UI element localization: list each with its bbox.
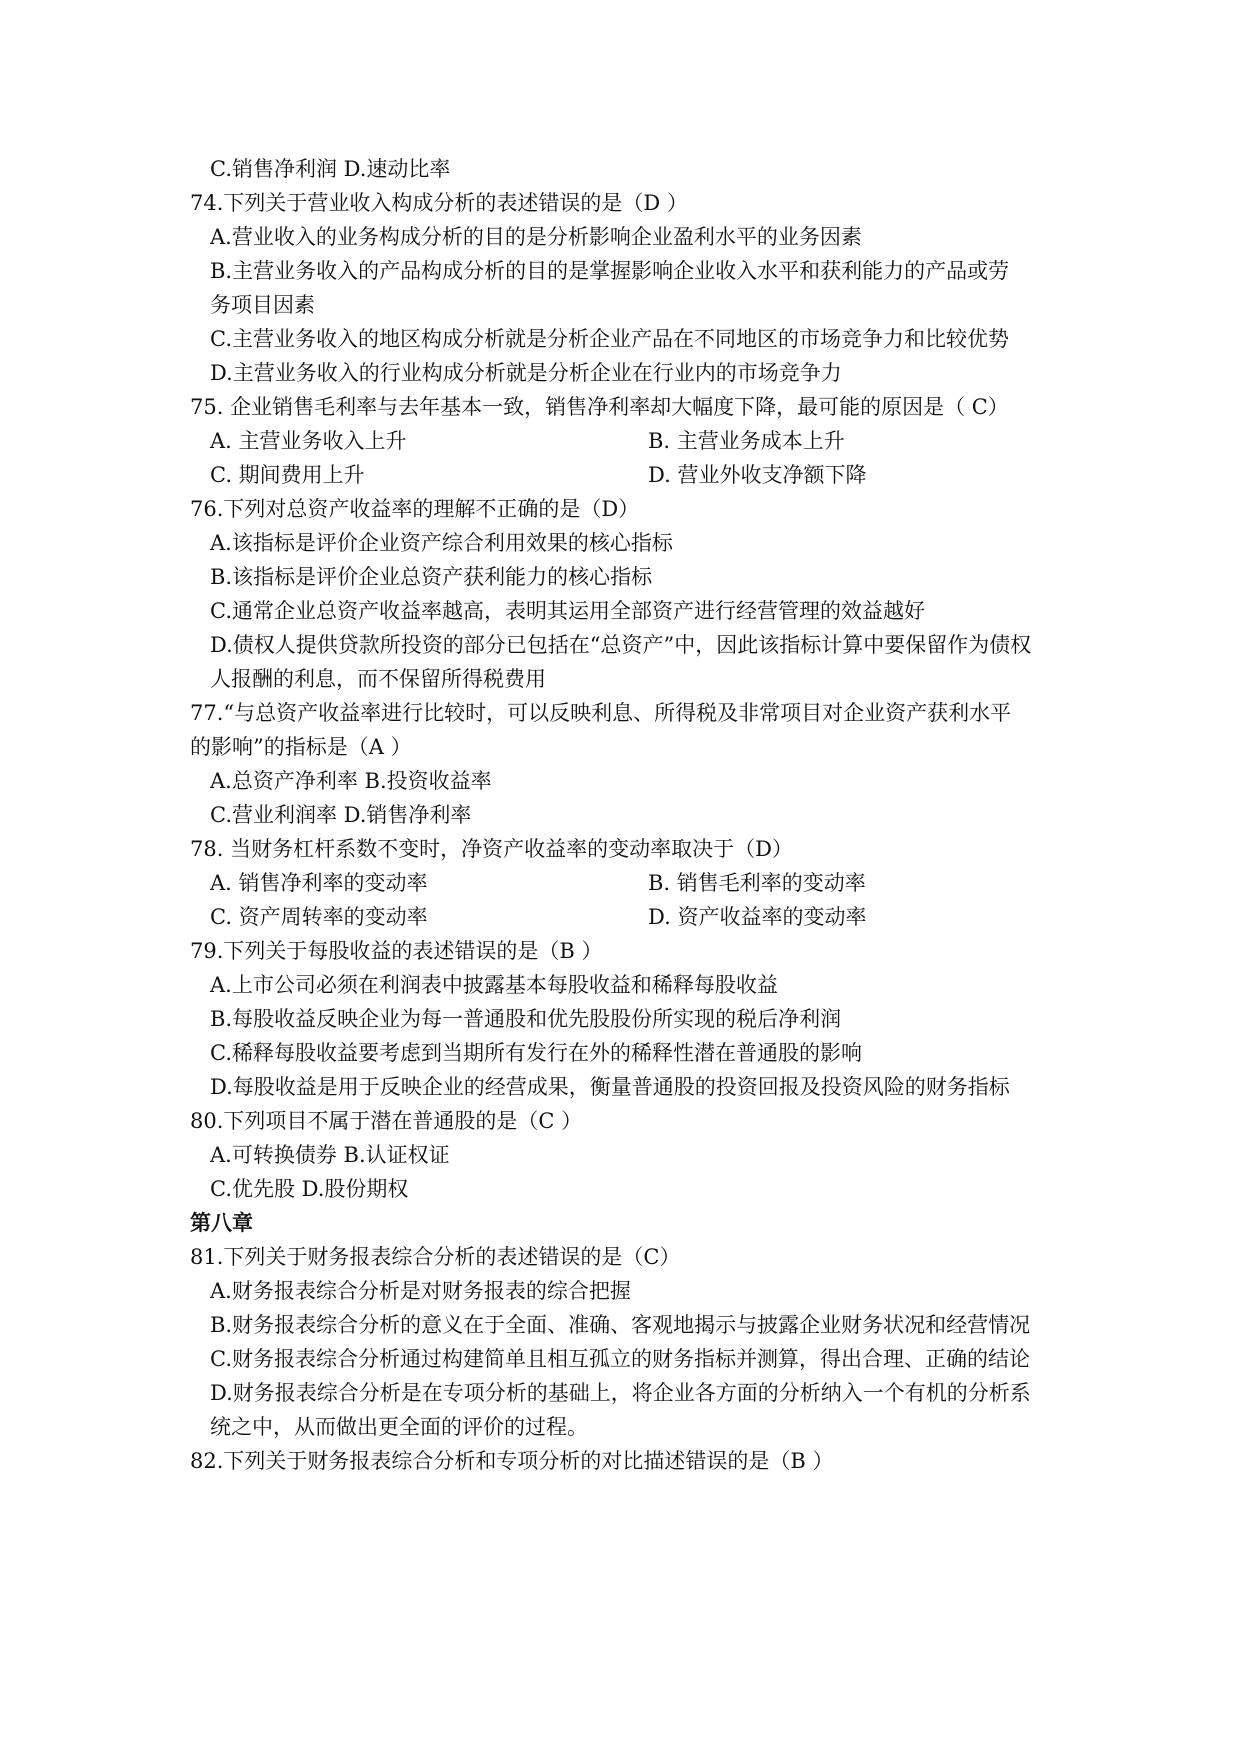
option-line: A.该指标是评价企业资产综合利用效果的核心指标 [210, 531, 673, 555]
option-line: A. 主营业务收入上升 [210, 429, 407, 453]
option-line: A.财务报表综合分析是对财务报表的综合把握 [210, 1279, 631, 1303]
option-line: B.每股收益反映企业为每一普通股和优先股股份所实现的税后净利润 [210, 1007, 842, 1031]
option-line: C. 资产周转率的变动率 [210, 905, 428, 929]
option-line: B.财务报表综合分析的意义在于全面、准确、客观地揭示与披露企业财务状况和经营情况 [210, 1313, 1031, 1337]
question-80: 80.下列项目不属于潜在普通股的是（C ） [190, 1109, 583, 1133]
option-line: C. 期间费用上升 [210, 463, 365, 487]
option-line: A.上市公司必须在利润表中披露基本每股收益和稀释每股收益 [210, 973, 778, 997]
option-line: B. 主营业务成本上升 [648, 429, 845, 453]
question-75: 75. 企业销售毛利率与去年基本一致，销售净利率却大幅度下降，最可能的原因是（ C） [190, 395, 1009, 419]
text-line: C.销售净利润 D.速动比率 [210, 157, 451, 181]
option-line: C.财务报表综合分析通过构建简单且相互孤立的财务指标并测算，得出合理、正确的结论 [210, 1347, 1030, 1371]
question-77: 77.“与总资产收益率进行比较时，可以反映利息、所得税及非常项目对企业资产获利水平 [190, 701, 1012, 725]
question-82: 82.下列关于财务报表综合分析和专项分析的对比描述错误的是（B ） [190, 1449, 834, 1473]
option-line: C.稀释每股收益要考虑到当期所有发行在外的稀释性潜在普通股的影响 [210, 1041, 862, 1065]
question-79: 79.下列关于每股收益的表述错误的是（B ） [190, 939, 603, 963]
option-line: A.可转换债券 B.认证权证 [210, 1143, 450, 1167]
option-line: D. 营业外收支净额下降 [648, 463, 867, 487]
question-81: 81.下列关于财务报表综合分析的表述错误的是（C） [190, 1245, 681, 1269]
option-line: D.财务报表综合分析是在专项分析的基础上，将企业各方面的分析纳入一个有机的分析系 [210, 1381, 1031, 1405]
option-line: D.债权人提供贷款所投资的部分已包括在“总资产”中，因此该指标计算中要保留作为债权 [210, 633, 1032, 657]
option-line: C.营业利润率 D.销售净利率 [210, 803, 472, 827]
option-line: A.总资产净利率 B.投资收益率 [210, 769, 492, 793]
option-line: C.通常企业总资产收益率越高，表明其运用全部资产进行经营管理的效益越好 [210, 599, 925, 623]
text-line: 的影响”的指标是（A ） [190, 735, 412, 759]
option-line: D. 资产收益率的变动率 [648, 905, 867, 929]
option-line: A. 销售净利率的变动率 [210, 871, 428, 895]
option-line: D.主营业务收入的行业构成分析就是分析企业在行业内的市场竞争力 [210, 361, 842, 385]
option-line: C.主营业务收入的地区构成分析就是分析企业产品在不同地区的市场竞争力和比较优势 [210, 327, 1009, 351]
question-76: 76.下列对总资产收益率的理解不正确的是（D） [190, 497, 640, 521]
option-line: B.主营业务收入的产品构成分析的目的是掌握影响企业收入水平和获利能力的产品或劳 [210, 259, 1010, 283]
text-line: 人报酬的利息，而不保留所得税费用 [210, 667, 546, 691]
question-74: 74.下列关于营业收入构成分析的表述错误的是（D ） [190, 191, 688, 215]
option-line: D.每股收益是用于反映企业的经营成果，衡量普通股的投资回报及投资风险的财务指标 [210, 1075, 1010, 1099]
option-line: C.优先股 D.股份期权 [210, 1177, 409, 1201]
text-line: 务项目因素 [210, 293, 315, 317]
option-line: A.营业收入的业务构成分析的目的是分析影响企业盈利水平的业务因素 [210, 225, 862, 249]
chapter-heading: 第八章 [190, 1210, 253, 1235]
option-line: B. 销售毛利率的变动率 [648, 871, 866, 895]
text-line: 统之中，从而做出更全面的评价的过程。 [210, 1415, 588, 1439]
option-line: B.该指标是评价企业总资产获利能力的核心指标 [210, 565, 653, 589]
question-78: 78. 当财务杠杆系数不变时，净资产收益率的变动率取决于（D） [190, 837, 793, 861]
